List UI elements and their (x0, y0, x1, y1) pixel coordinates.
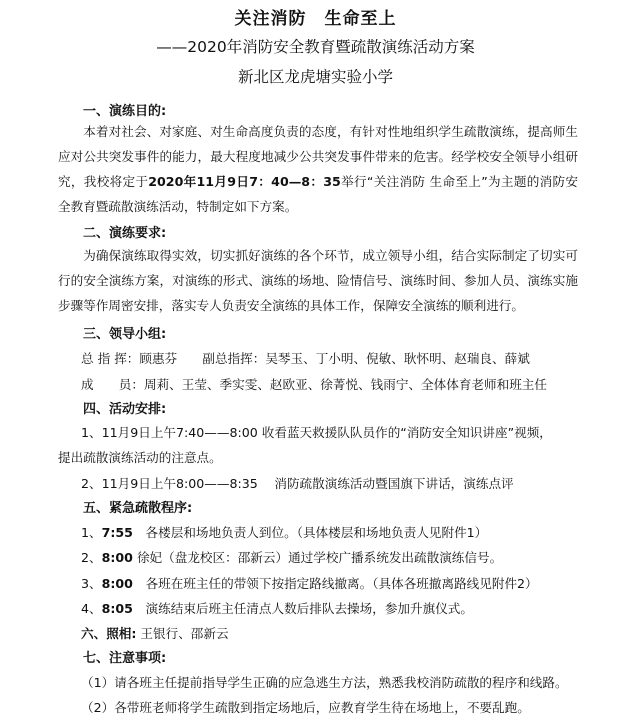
purpose-text-post: 举行“关注消防 生命至上”为主题的消防安全教育暨疏散演练活动，特制定如下方案。 (58, 174, 578, 214)
evacuation-step-time: 8:00 (101, 550, 133, 565)
evacuation-step: 4、8:05 演练结束后班主任清点人数后排队去操场，参加升旗仪式。 (81, 601, 473, 616)
section-heading-schedule: 四、活动安排: (83, 402, 167, 417)
evacuation-step: 3、8:00 各班在班主任的带领下按指定路线撤离。（具体各班撤离路线见附件2） (81, 576, 538, 591)
document-subtitle: ——2020年消防安全教育暨疏散演练活动方案 (156, 38, 475, 56)
evacuation-step-time: 7:55 (101, 525, 133, 540)
evacuation-step: 1、7:55 各楼层和场地负责人到位。（具体楼层和场地负责人见附件1） (81, 525, 488, 540)
evacuation-step-time: 8:00 (101, 576, 133, 591)
section-heading-leadership: 三、领导小组: (83, 327, 167, 342)
evacuation-step: 2、8:00 徐妃（盘龙校区：邵新云）通过学校广播系统发出疏散演练信号。 (81, 550, 503, 565)
evacuation-step-time: 8:05 (101, 601, 133, 616)
photography-line (81, 623, 229, 642)
leadership-members: 成 员：周莉、王莹、季实雯、赵欧亚、徐菁悦、钱雨宁、全体体育老师和班主任 (81, 377, 547, 392)
schedule-item-2: 2、11月9日上午8:00——8:35 消防疏散演练活动暨国旗下讲话，演练点评 (81, 476, 514, 491)
section-heading-requirements: 二、演练要求: (83, 226, 167, 241)
school-name: 新北区龙虎塘实验小学 (237, 68, 393, 86)
section-heading-evacuation: 五、紧急疏散程序: (83, 501, 193, 516)
section-heading-photography: 六、照相: (81, 626, 137, 641)
section-heading-notes: 七、注意事项: (83, 651, 167, 666)
photographers: 王银行、邵新云 (136, 626, 229, 641)
schedule-item-1-continued: 提出疏散演练活动的注意点。 (58, 450, 222, 465)
purpose-paragraph (58, 119, 578, 219)
section-heading-purpose: 一、演练目的: (83, 104, 167, 119)
notes-item: （1）请各班主任提前指导学生正确的应急逃生方法，熟悉我校消防疏散的程序和线路。 (81, 675, 568, 690)
document-title: 关注消防 生命至上 (234, 9, 397, 29)
purpose-text-pre: 本着对社会、对家庭、对生命高度负责的态度，有针对性地组织学生疏散演练，提高师生应对公共突发事件的能力，最大程度地减少公共突发事件带来的危害。经学校安全领导小组研究，我校将定于 (58, 124, 578, 189)
notes-item: （2）各带班老师将学生疏散到指定场地后，应教育学生待在场地上，不要乱跑。 (81, 700, 530, 715)
purpose-time: 2020年11月9日7：40—8：35 (148, 174, 341, 189)
schedule-item-1: 1、11月9日上午7:40——8:00 收看蓝天救援队队员作的“消防安全知识讲座”视频， (81, 425, 552, 440)
leadership-commander: 总 指 挥：顾惠芬 副总指挥：吴琴玉、丁小明、倪敏、耿怀明、赵瑞良、薛斌 (81, 351, 530, 366)
requirements-paragraph: 为确保演练取得实效，切实抓好演练的各个环节，成立领导小组，结合实际制定了切实可行的安全演练方案，对演练的形式、演练的场地、险情信号、演练时间、参加人员、演练实施步骤等作周密安排，落实专人负责安全演练的具体工作，保障安全演练的顺利进行。 (58, 248, 578, 313)
